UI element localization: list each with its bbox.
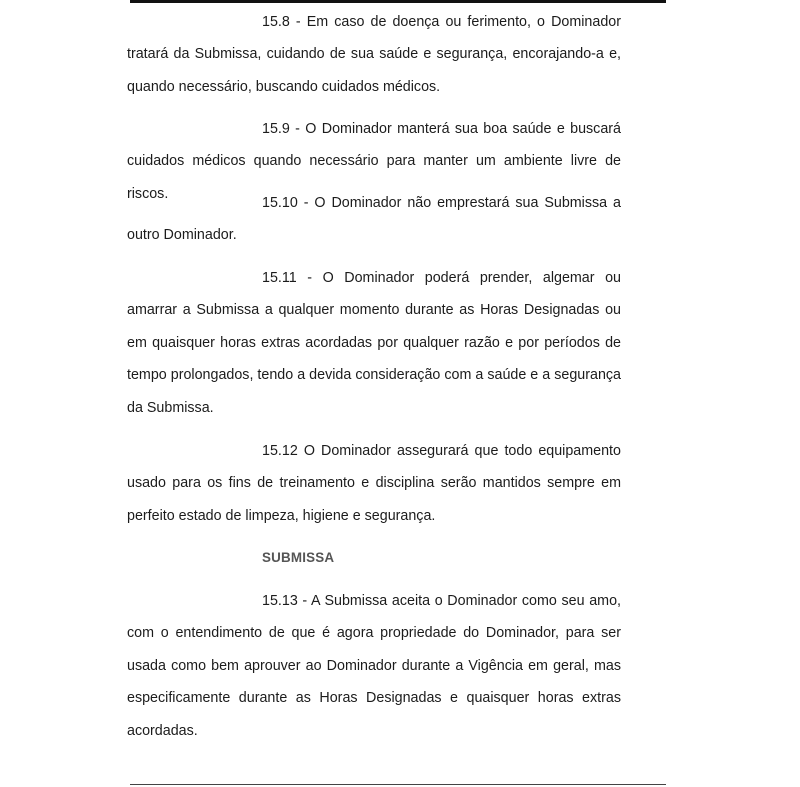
paragraph-15-13: 15.13 - A Submissa aceita o Dominador como seu amo, com o entendimento de que é agora propriedade do Dominador, para ser usada como bem aprouver ao Dominador durante a Vigência em geral, mas especificamente durante as Horas Designadas e quaisquer horas extras acordadas. — [127, 593, 621, 739]
paragraph-15-10: 15.10 - O Dominador não emprestará sua Submissa a outro Dominador. — [127, 195, 621, 244]
paragraph-15-9: 15.9 - O Dominador manterá sua boa saúde e buscará cuidados médicos quando necessário para manter um ambiente livre de riscos. — [127, 121, 621, 202]
section-heading-submissa: SUBMISSA — [262, 550, 335, 565]
paragraph-15-11: 15.11 - O Dominador poderá prender, algemar ou amarrar a Submissa a qualquer momento durante as Horas Designadas ou em quaisquer horas extras acordadas por qualquer razão e por períodos de tempo prolongados, tendo a devida consideração com a saúde e a segurança da Submissa. — [127, 270, 621, 416]
top-rule — [130, 0, 666, 3]
paragraph-15-8: 15.8 - Em caso de doença ou ferimento, o Dominador tratará da Submissa, cuidando de sua saúde e segurança, encorajando-a e, quando necessário, buscando cuidados médicos. — [127, 14, 621, 95]
bottom-rule — [130, 784, 666, 785]
paragraph-15-12: 15.12 O Dominador assegurará que todo equipamento usado para os fins de treinamento e disciplina serão mantidos sempre em perfeito estado de limpeza, higiene e segurança. — [127, 443, 621, 524]
